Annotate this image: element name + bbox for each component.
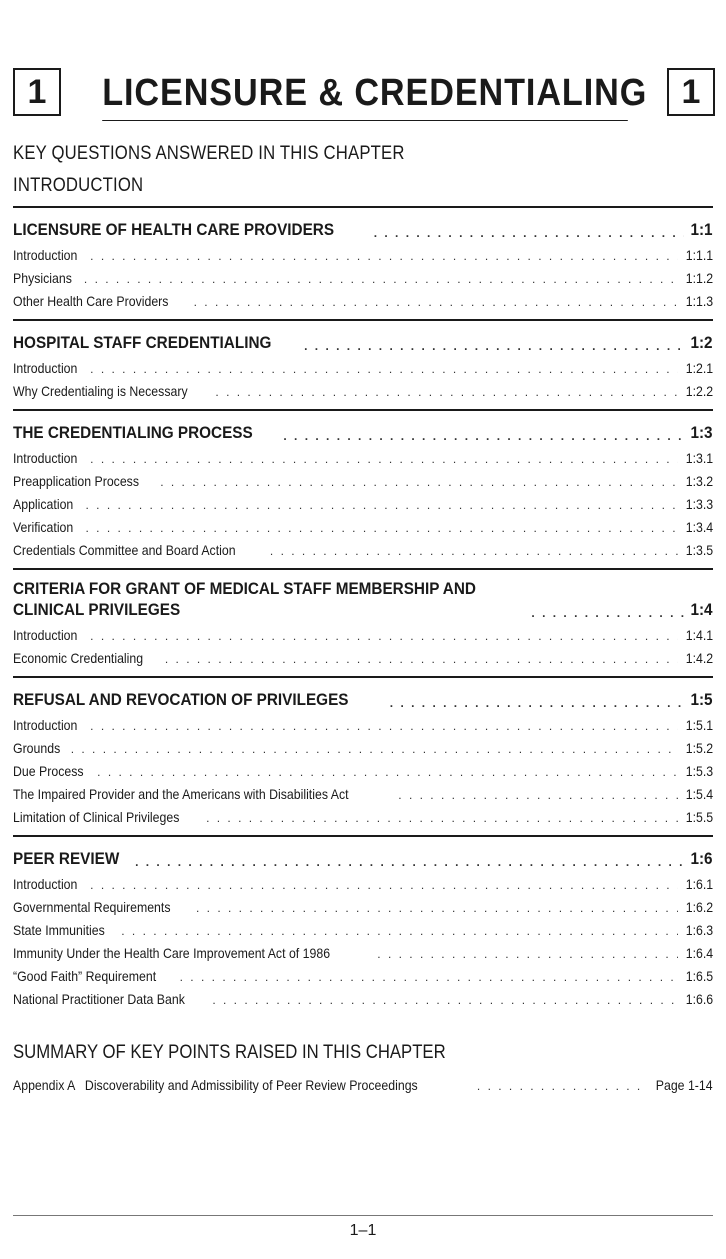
section-number: 1:3 <box>690 423 713 442</box>
toc-entry[interactable] <box>13 710 713 733</box>
toc-section-heading[interactable] <box>13 843 713 869</box>
leader-dots <box>71 742 678 756</box>
entry-number: 1:2.1 <box>685 360 713 376</box>
toc-section-1-6 <box>13 835 713 1007</box>
section-number: 1:6 <box>690 849 713 868</box>
footer-divider <box>13 1215 713 1216</box>
entry-label: State Immunities <box>13 922 105 938</box>
chapter-number-left: 1 <box>13 68 61 116</box>
entry-label: Introduction <box>13 876 78 892</box>
entry-number: 1:6.1 <box>685 876 713 892</box>
leader-dots <box>206 811 678 825</box>
entry-number: 1:3.2 <box>685 473 713 489</box>
toc-entry[interactable] <box>13 443 713 466</box>
appendix-entry[interactable] <box>13 1070 713 1093</box>
leader-dots <box>215 385 677 399</box>
toc-entry[interactable] <box>13 286 713 309</box>
toc-entry[interactable] <box>13 535 713 558</box>
leader-dots <box>180 970 678 984</box>
leader-dots <box>398 788 678 802</box>
toc-entry[interactable] <box>13 466 713 489</box>
leader-dots <box>135 855 684 869</box>
section-title-line-1: CRITERIA FOR GRANT OF MEDICAL STAFF MEMBERSHIP AND <box>13 579 476 598</box>
chapter-title: LICENSURE & CREDENTIALING <box>102 66 628 121</box>
entry-number: 1:6.5 <box>685 968 713 984</box>
leader-dots <box>84 272 678 286</box>
entry-number: 1:4.1 <box>685 627 713 643</box>
entry-number: 1:2.2 <box>685 383 713 399</box>
leader-dots <box>121 924 678 938</box>
section-title: LICENSURE OF HEALTH CARE PROVIDERS <box>13 220 335 239</box>
toc-entry[interactable] <box>13 512 713 535</box>
leader-dots <box>212 993 678 1007</box>
toc-section-heading[interactable] <box>13 576 713 620</box>
toc-entry[interactable] <box>13 779 713 802</box>
toc-entry[interactable] <box>13 376 713 399</box>
leader-dots <box>90 719 678 733</box>
summary-heading: SUMMARY OF KEY POINTS RAISED IN THIS CHAPTER <box>13 1042 446 1063</box>
entry-number: 1:5.2 <box>685 740 713 756</box>
appendix-page: Page 1-14 <box>656 1077 713 1093</box>
toc-entry[interactable] <box>13 620 713 643</box>
entry-label: Preapplication Process <box>13 473 140 489</box>
section-title: PEER REVIEW <box>13 849 120 868</box>
entry-label: The Impaired Provider and the Americans with Disabilities Act <box>13 786 349 802</box>
entry-number: 1:1.3 <box>685 293 713 309</box>
toc-entry[interactable] <box>13 915 713 938</box>
toc-entry[interactable] <box>13 240 713 263</box>
entry-number: 1:5.5 <box>685 809 713 825</box>
section-title <box>13 578 476 620</box>
entry-label: “Good Faith” Requirement <box>13 968 157 984</box>
toc-entry[interactable] <box>13 961 713 984</box>
leader-dots <box>270 544 678 558</box>
entry-label: Economic Credentialing <box>13 650 144 666</box>
entry-number: 1:6.4 <box>685 945 713 961</box>
toc-entry[interactable] <box>13 869 713 892</box>
entry-number: 1:6.6 <box>685 991 713 1007</box>
entry-number: 1:5.1 <box>685 717 713 733</box>
leader-dots <box>97 765 678 779</box>
entry-label: Introduction <box>13 627 78 643</box>
toc-section-heading[interactable] <box>13 684 713 710</box>
entry-number: 1:6.3 <box>685 922 713 938</box>
toc-section-1-2 <box>13 319 713 399</box>
toc-entry[interactable] <box>13 489 713 512</box>
leader-dots <box>283 429 684 443</box>
leader-dots <box>90 452 678 466</box>
leader-dots <box>390 696 685 710</box>
entry-label: National Practitioner Data Bank <box>13 991 185 1007</box>
section-number: 1:2 <box>690 333 713 352</box>
entry-label: Due Process <box>13 763 84 779</box>
entry-label: Grounds <box>13 740 61 756</box>
entry-number: 1:1.1 <box>685 247 713 263</box>
toc-section-1-4 <box>13 568 713 666</box>
toc-entry[interactable] <box>13 756 713 779</box>
entry-label: Introduction <box>13 717 78 733</box>
entry-number: 1:1.2 <box>685 270 713 286</box>
toc-entry[interactable] <box>13 643 713 666</box>
entry-number: 1:5.3 <box>685 763 713 779</box>
leader-dots <box>304 339 684 353</box>
leader-dots <box>90 878 678 892</box>
leader-dots <box>160 475 678 489</box>
leader-dots <box>90 362 678 376</box>
toc-entry[interactable] <box>13 353 713 376</box>
toc-section-1-1 <box>13 206 713 309</box>
entry-number: 1:6.2 <box>685 899 713 915</box>
entry-label: Credentials Committee and Board Action <box>13 542 236 558</box>
entry-number: 1:3.5 <box>685 542 713 558</box>
page-number: 1–1 <box>349 1222 377 1239</box>
toc-section-heading[interactable] <box>13 327 713 353</box>
leader-dots <box>196 901 678 915</box>
entry-number: 1:4.2 <box>685 650 713 666</box>
entry-label: Other Health Care Providers <box>13 293 169 309</box>
leader-dots <box>374 226 685 240</box>
chapter-number-right: 1 <box>667 68 715 116</box>
leader-dots <box>377 947 678 961</box>
entry-label: Why Credentialing is Necessary <box>13 383 188 399</box>
entry-number: 1:3.4 <box>685 519 713 535</box>
section-title: REFUSAL AND REVOCATION OF PRIVILEGES <box>13 690 349 709</box>
leader-dots <box>90 249 678 263</box>
appendix-label: Appendix A Discoverability and Admissibility of Peer Review Proceedings <box>13 1077 418 1093</box>
section-number: 1:4 <box>690 600 713 619</box>
leader-dots <box>86 498 678 512</box>
toc-entry[interactable] <box>13 984 713 1007</box>
leader-dots <box>90 629 678 643</box>
toc-entry[interactable] <box>13 733 713 756</box>
leader-dots <box>165 652 678 666</box>
toc-section-heading[interactable] <box>13 214 713 240</box>
section-title: HOSPITAL STAFF CREDENTIALING <box>13 333 272 352</box>
toc-entry[interactable] <box>13 938 713 961</box>
entry-label: Introduction <box>13 450 78 466</box>
introduction-heading: INTRODUCTION <box>13 175 144 196</box>
entry-label: Application <box>13 496 74 512</box>
entry-number: 1:3.3 <box>685 496 713 512</box>
entry-label: Introduction <box>13 247 78 263</box>
key-questions-heading: KEY QUESTIONS ANSWERED IN THIS CHAPTER <box>13 143 405 164</box>
section-number: 1:1 <box>690 220 713 239</box>
leader-dots <box>477 1079 644 1093</box>
section-title-line-2: CLINICAL PRIVILEGES <box>13 600 181 619</box>
table-of-contents <box>13 206 713 1017</box>
entry-label: Physicians <box>13 270 72 286</box>
entry-label: Governmental Requirements <box>13 899 171 915</box>
entry-label: Immunity Under the Health Care Improvement Act of 1986 <box>13 945 331 961</box>
entry-label: Verification <box>13 519 74 535</box>
leader-dots <box>85 521 677 535</box>
leader-dots <box>531 606 684 620</box>
toc-entry[interactable] <box>13 892 713 915</box>
toc-entry[interactable] <box>13 263 713 286</box>
leader-dots <box>194 295 678 309</box>
toc-section-1-5 <box>13 676 713 825</box>
toc-section-heading[interactable] <box>13 417 713 443</box>
toc-entry[interactable] <box>13 802 713 825</box>
entry-number: 1:3.1 <box>685 450 713 466</box>
toc-section-1-3 <box>13 409 713 558</box>
entry-number: 1:5.4 <box>685 786 713 802</box>
entry-label: Introduction <box>13 360 78 376</box>
section-title: THE CREDENTIALING PROCESS <box>13 423 253 442</box>
section-number: 1:5 <box>690 690 713 709</box>
entry-label: Limitation of Clinical Privileges <box>13 809 180 825</box>
